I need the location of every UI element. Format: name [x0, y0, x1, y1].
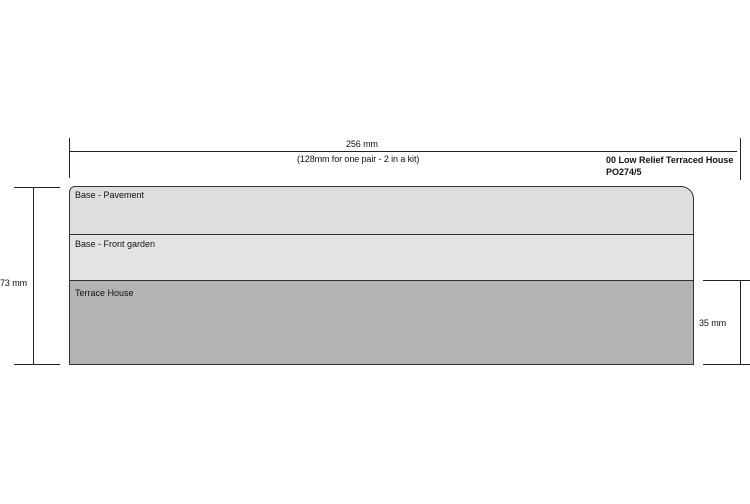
front-garden-label: Base - Front garden: [75, 239, 156, 249]
pavement-label: Base - Pavement: [75, 190, 145, 200]
terrace-house-label: Terrace House: [75, 288, 134, 298]
height-dimension-top-tick: [14, 187, 60, 188]
terrace-house-region: [69, 280, 694, 365]
house-height-dimension-bottom-tick: [703, 364, 750, 365]
height-dimension-line: [33, 187, 34, 365]
width-dimension-right-tick: [740, 138, 741, 180]
house-height-dimension-line: [740, 280, 741, 365]
pavement-region: [69, 186, 694, 235]
width-dimension-note: (128mm for one pair - 2 in a kit): [297, 154, 420, 164]
height-dimension-bottom-tick: [14, 364, 60, 365]
product-name: 00 Low Relief Terraced House: [606, 155, 734, 165]
width-dimension-label: 256 mm: [346, 139, 378, 149]
height-dimension-label: 73 mm: [0, 278, 28, 288]
house-height-dimension-label: 35 mm: [699, 318, 727, 328]
product-code: PO274/5: [606, 167, 642, 177]
width-dimension-left-tick: [69, 138, 70, 178]
house-height-dimension-top-tick: [703, 280, 750, 281]
front-garden-region: [69, 234, 694, 281]
width-dimension-line: [69, 151, 737, 152]
